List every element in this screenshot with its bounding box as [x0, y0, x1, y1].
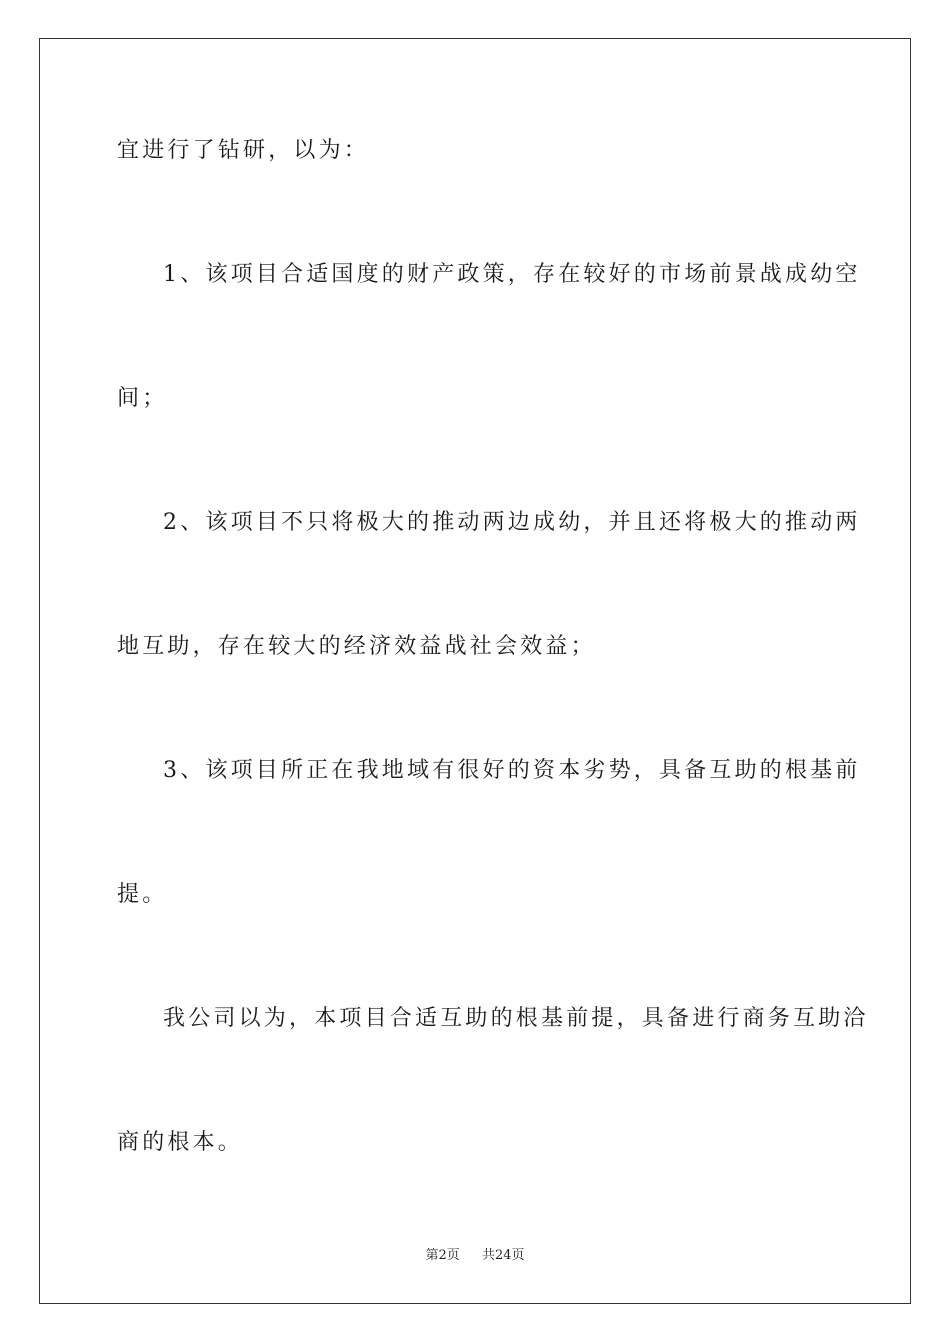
text-line-6: 3、该项目所正在我地域有很好的资本劣势，具备互助的根基前	[163, 758, 861, 783]
text-line-3: 间；	[117, 386, 168, 411]
text-line-9: 商的根本。	[117, 1130, 244, 1155]
text-line-7: 提。	[117, 882, 168, 907]
page-footer	[0, 1246, 950, 1266]
page-border	[39, 38, 911, 1304]
text-line-2: 1、该项目合适国度的财产政策，存在较好的市场前景战成幼空	[163, 262, 861, 287]
page-number: 第2页	[425, 1248, 460, 1263]
text-line-8: 我公司以为，本项目合适互助的根基前提，具备进行商务互助洽	[163, 1006, 869, 1031]
text-line-4: 2、该项目不只将极大的推动两边成幼，并且还将极大的推动两	[163, 510, 861, 535]
text-line-1: 宜进行了钻研，以为：	[117, 138, 370, 163]
page-total: 共24页	[482, 1248, 525, 1263]
text-line-5: 地互助，存在较大的经济效益战社会效益；	[117, 634, 596, 659]
